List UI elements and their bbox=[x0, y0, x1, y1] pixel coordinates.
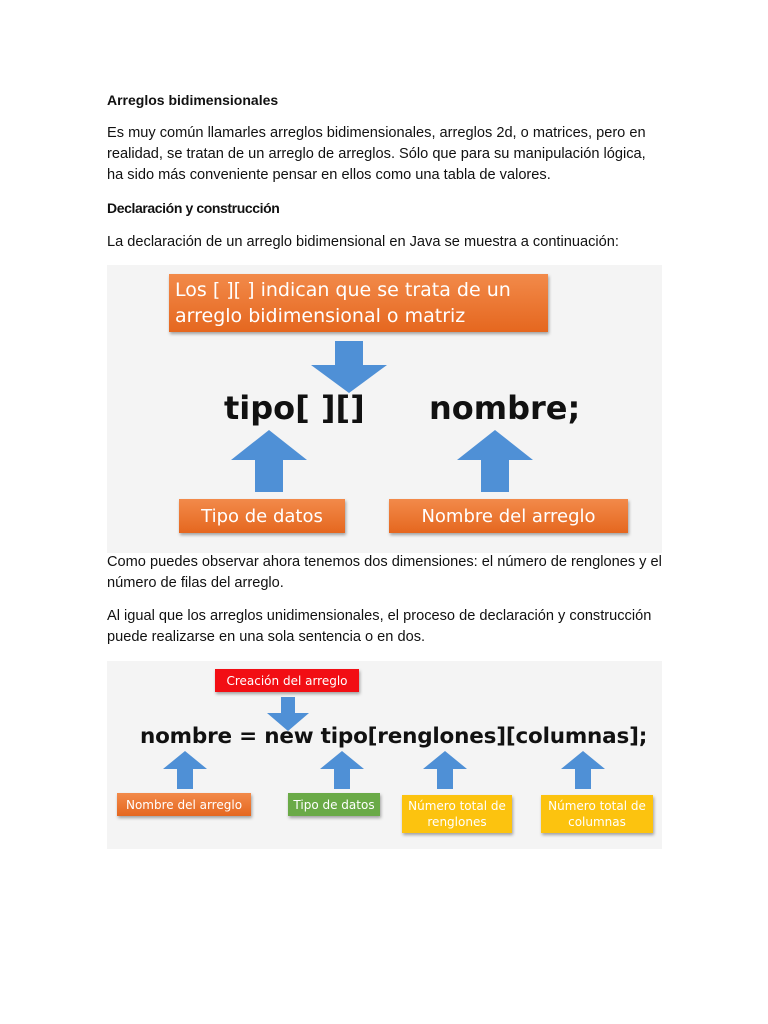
total-rows-box: Número total de renglones bbox=[402, 795, 512, 833]
total-columns-box: Número total de columnas bbox=[541, 795, 653, 833]
code-name: nombre; bbox=[429, 389, 581, 427]
intro-paragraph: Es muy común llamarles arreglos bidimensionales, arreglos 2d, o matrices, pero en realidad, se tratan de un arreglo de arreglos. Sólo que para su manipulación lógica, ha sido más conveniente pensar en ellos como una tabla de valores. bbox=[107, 125, 646, 183]
code-type-brackets: tipo[ ][] bbox=[224, 389, 365, 427]
data-type-box: Tipo de datos bbox=[288, 793, 380, 816]
code-construction-statement: nombre = new tipo[renglones][columnas]; bbox=[140, 724, 648, 749]
section-heading: Arreglos bidimensionales bbox=[107, 92, 279, 108]
array-creation-box: Creación del arreglo bbox=[215, 669, 359, 692]
dimensions-paragraph: Como puedes observar ahora tenemos dos dimensiones: el número de renglones y el número de filas del arreglo. bbox=[107, 554, 662, 591]
construction-paragraph: Al igual que los arreglos unidimensionales, el proceso de declaración y construcción puede realizarse en una sola sentencia o en dos. bbox=[107, 608, 652, 645]
arrow-up-icon bbox=[561, 751, 605, 789]
declaration-diagram bbox=[107, 265, 662, 553]
arrow-up-icon bbox=[229, 430, 309, 492]
arrow-up-icon bbox=[163, 751, 207, 789]
array-name-box: Nombre del arreglo bbox=[389, 499, 628, 533]
subsection-heading: Declaración y construcción bbox=[107, 200, 280, 216]
brackets-explanation-box: Los [ ][ ] indican que se trata de un arreglo bidimensional o matriz bbox=[169, 274, 548, 332]
arrow-up-icon bbox=[455, 430, 535, 492]
data-type-box: Tipo de datos bbox=[179, 499, 345, 533]
declaration-paragraph: La declaración de un arreglo bidimensional en Java se muestra a continuación: bbox=[107, 234, 619, 250]
arrow-down-icon bbox=[309, 341, 389, 393]
array-name-box: Nombre del arreglo bbox=[117, 793, 251, 816]
arrow-up-icon bbox=[423, 751, 467, 789]
arrow-up-icon bbox=[320, 751, 364, 789]
construction-diagram bbox=[107, 661, 662, 849]
